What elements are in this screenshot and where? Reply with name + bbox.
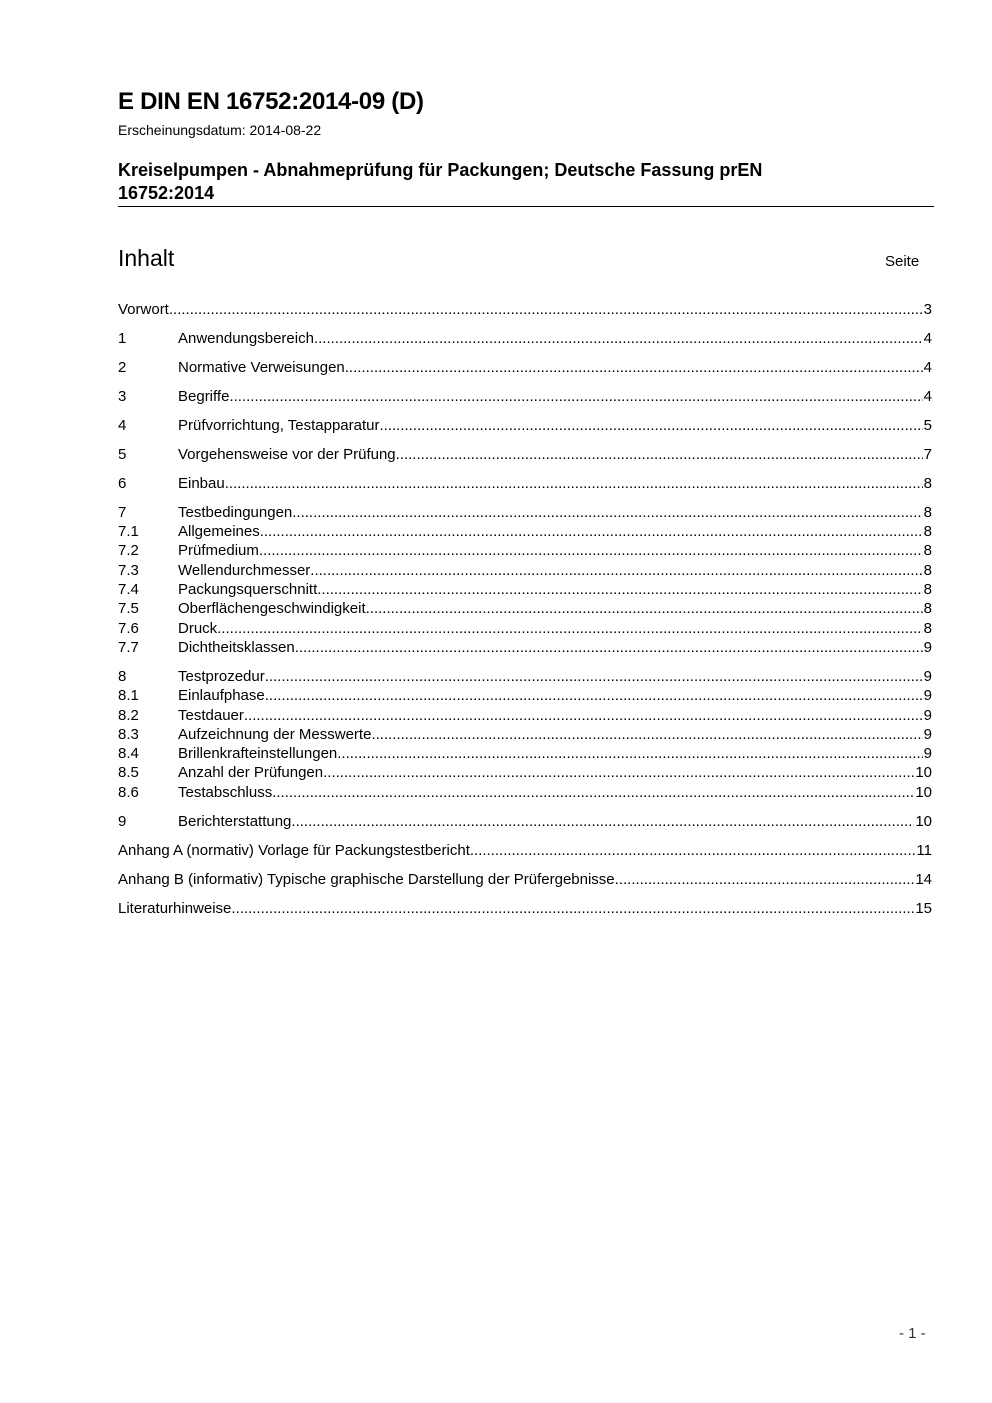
toc-entry-label: Brillenkrafteinstellungen	[178, 745, 338, 763]
toc-entry[interactable]	[118, 686, 932, 705]
toc-entry[interactable]	[118, 667, 932, 686]
toc-leader-dots	[380, 416, 923, 435]
toc-entry[interactable]	[118, 445, 932, 464]
toc-leader-dots	[265, 686, 923, 705]
toc-entry-number: 7.1	[118, 523, 139, 541]
toc-entry[interactable]	[118, 619, 932, 638]
toc-leader-dots	[265, 667, 923, 686]
toc-entry-label: Einlaufphase	[178, 687, 265, 705]
toc-entry-label: Druck	[178, 619, 218, 637]
toc-entry-number: 9	[118, 812, 127, 830]
toc-leader-dots	[259, 541, 923, 560]
toc-entry-label: Anwendungsbereich	[178, 329, 314, 347]
toc-entry-number: 8.6	[118, 783, 139, 801]
toc-leader-dots	[260, 522, 923, 541]
table-of-contents	[118, 300, 932, 918]
toc-entry-page: 9	[923, 638, 932, 656]
toc-entry[interactable]	[118, 329, 932, 348]
toc-entry-page: 9	[923, 667, 932, 685]
toc-entry-number: 7	[118, 503, 127, 521]
toc-entry-page: 8	[923, 503, 932, 521]
toc-entry-page: 14	[915, 870, 932, 888]
toc-entry[interactable]	[118, 638, 932, 657]
toc-entry[interactable]	[118, 300, 932, 319]
toc-entry-number: 7.2	[118, 542, 139, 560]
toc-entry-page: 7	[923, 445, 932, 463]
toc-entry-page: 8	[923, 600, 932, 618]
toc-leader-dots	[231, 899, 914, 918]
toc-entry-label: Testbedingungen	[178, 503, 293, 521]
document-title: Kreiselpumpen - Abnahmeprüfung für Packungen; Deutsche Fassung prEN 16752:2014	[118, 160, 763, 203]
toc-entry-label: Normative Verweisungen	[178, 358, 345, 376]
toc-leader-dots	[225, 474, 923, 493]
toc-leader-dots	[272, 783, 914, 802]
toc-entry-page: 8	[923, 581, 932, 599]
toc-entry-label: Wellendurchmesser	[178, 561, 311, 579]
toc-entry[interactable]	[118, 358, 932, 377]
toc-entry-label: Begriffe	[178, 387, 230, 405]
toc-entry[interactable]	[118, 812, 932, 831]
toc-entry-label: Literaturhinweise	[118, 899, 232, 917]
toc-entry-number: 5	[118, 445, 127, 463]
toc-entry-label: Aufzeichnung der Messwerte	[178, 725, 372, 743]
toc-entry[interactable]	[118, 561, 932, 580]
toc-entry-page: 8	[923, 474, 932, 492]
page-number: - 1 -	[899, 1325, 926, 1342]
toc-leader-dots	[292, 503, 922, 522]
toc-entry-label: Prüfvorrichtung, Testapparatur	[178, 416, 380, 434]
toc-entry-page: 10	[915, 812, 932, 830]
toc-entry-page: 11	[916, 841, 932, 859]
toc-entry-number: 1	[118, 329, 127, 347]
document-id: E DIN EN 16752:2014-09 (D)	[118, 88, 424, 115]
toc-entry-number: 6	[118, 474, 127, 492]
toc-entry-number: 3	[118, 387, 127, 405]
toc-entry-number: 7.6	[118, 619, 139, 637]
toc-entry-label: Prüfmedium	[178, 542, 259, 560]
toc-leader-dots	[244, 706, 923, 725]
toc-leader-dots	[310, 561, 922, 580]
toc-entry-page: 8	[923, 542, 932, 560]
toc-entry-label: Vorgehensweise vor der Prüfung	[178, 445, 396, 463]
toc-leader-dots	[229, 387, 922, 406]
toc-entry[interactable]	[118, 706, 932, 725]
toc-entry[interactable]	[118, 522, 932, 541]
toc-entry-page: 8	[923, 523, 932, 541]
toc-entry-label: Testabschluss	[178, 783, 273, 801]
toc-leader-dots	[615, 870, 915, 889]
toc-entry[interactable]	[118, 744, 932, 763]
toc-entry[interactable]	[118, 474, 932, 493]
toc-leader-dots	[366, 599, 923, 618]
toc-entry-number: 8.1	[118, 687, 139, 705]
toc-entry[interactable]	[118, 599, 932, 618]
toc-entry-page: 4	[923, 387, 932, 405]
toc-entry-label: Vorwort	[118, 301, 169, 318]
toc-entry-label: Packungsquerschnitt	[178, 581, 318, 599]
toc-page-column-label: Seite	[885, 253, 920, 270]
toc-entry-page: 4	[923, 329, 932, 347]
toc-entry[interactable]	[118, 503, 932, 522]
toc-entry-page: 4	[923, 358, 932, 376]
toc-entry-page: 10	[915, 764, 932, 782]
toc-entry-number: 8.3	[118, 725, 139, 743]
toc-entry-number: 4	[118, 416, 127, 434]
toc-entry-number: 7.4	[118, 581, 139, 599]
toc-entry-page: 8	[923, 619, 932, 637]
toc-entry-number: 8.2	[118, 706, 139, 724]
toc-leader-dots	[317, 580, 922, 599]
toc-entry-number: 2	[118, 358, 127, 376]
toc-leader-dots	[345, 358, 923, 377]
toc-entry[interactable]	[118, 870, 932, 889]
toc-entry-page: 9	[923, 706, 932, 724]
toc-entry-label: Einbau	[178, 474, 225, 492]
toc-entry-label: Oberflächengeschwindigkeit	[178, 600, 366, 618]
toc-entry-page: 15	[915, 899, 932, 917]
toc-entry[interactable]	[118, 416, 932, 435]
toc-entry[interactable]	[118, 899, 932, 918]
toc-entry-page: 3	[923, 301, 932, 318]
toc-leader-dots	[291, 812, 914, 831]
toc-entry-label: Anzahl der Prüfungen	[178, 764, 324, 782]
toc-leader-dots	[396, 445, 923, 464]
toc-entry-label: Berichterstattung	[178, 812, 292, 830]
toc-leader-dots	[323, 763, 914, 782]
toc-entry-page: 9	[923, 687, 932, 705]
toc-entry-label: Testdauer	[178, 706, 244, 724]
toc-heading: Inhalt	[118, 245, 175, 271]
toc-leader-dots	[295, 638, 923, 657]
toc-entry-number: 7.7	[118, 638, 139, 656]
toc-entry-page: 5	[923, 416, 932, 434]
toc-entry-label: Anhang B (informativ) Typische graphische Darstellung der Prüfergebnisse	[118, 870, 615, 888]
title-divider	[118, 206, 934, 207]
toc-entry-number: 7.5	[118, 600, 139, 618]
publication-date: Erscheinungsdatum: 2014-08-22	[118, 122, 322, 138]
toc-entry-page: 8	[923, 561, 932, 579]
toc-entry-label: Allgemeines	[178, 523, 260, 541]
toc-leader-dots	[217, 619, 922, 638]
toc-entry[interactable]	[118, 763, 932, 782]
toc-entry-page: 9	[923, 745, 932, 763]
toc-entry-number: 8	[118, 667, 127, 685]
toc-entry[interactable]	[118, 541, 932, 560]
toc-entry-label: Dichtheitsklassen	[178, 638, 295, 656]
toc-entry-number: 8.4	[118, 745, 139, 763]
toc-leader-dots	[314, 329, 923, 348]
toc-entry-label: Testprozedur	[178, 667, 265, 685]
toc-leader-dots	[337, 744, 922, 763]
toc-entry-page: 9	[923, 725, 932, 743]
toc-entry-number: 8.5	[118, 764, 139, 782]
toc-entry-label: Anhang A (normativ) Vorlage für Packungstestbericht	[118, 841, 470, 859]
toc-leader-dots	[470, 841, 916, 860]
toc-entry-page: 10	[915, 783, 932, 801]
toc-entry[interactable]	[118, 580, 932, 599]
toc-leader-dots	[371, 725, 922, 744]
toc-entry[interactable]	[118, 725, 932, 744]
toc-entry[interactable]	[118, 841, 932, 860]
toc-leader-dots	[169, 300, 923, 319]
toc-entry-number: 7.3	[118, 561, 139, 579]
toc-entry[interactable]	[118, 387, 932, 406]
toc-entry[interactable]	[118, 783, 932, 802]
